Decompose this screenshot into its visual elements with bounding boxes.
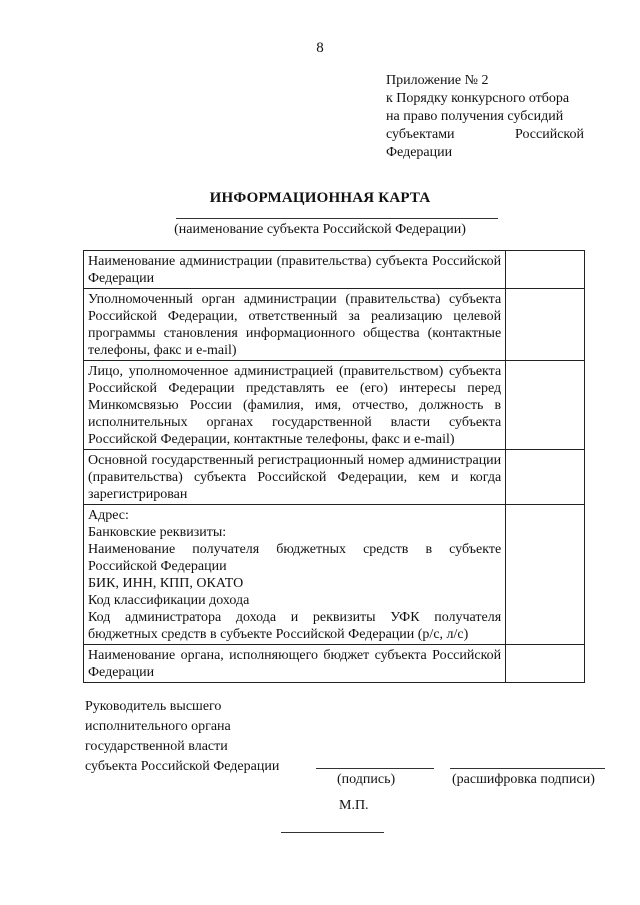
appendix-word: субъектами [386,127,455,142]
info-card-table [83,250,585,683]
row-label: Основной государственный регистрационный номер администрации (правительства) субъекта Российской Федерации, кем и когда зарегистрирован [84,450,506,505]
appendix-header [386,72,584,162]
row-value-cell[interactable] [506,505,585,645]
table-row [84,645,585,683]
row-value-cell[interactable] [506,645,585,683]
appendix-line [386,126,584,144]
signature-decoding-caption: (расшифровка подписи) [452,772,595,787]
row-label: Наименование органа, исполняющего бюджет субъекта Российской Федерации [84,645,506,683]
signature-caption: (подпись) [337,772,396,787]
date-line[interactable] [281,832,384,833]
appendix-line: к Порядку конкурсного отбора [386,91,570,106]
row-value-cell[interactable] [506,251,585,289]
appendix-line: Федерации [386,145,453,160]
table-row [84,505,585,645]
address-label: Адрес: [88,508,129,523]
subject-name-caption: (наименование субъекта Российской Федерации) [174,222,466,237]
appendix-line: на право получения субсидий [386,109,564,124]
signature-line[interactable] [316,768,434,769]
bik-inn-label: БИК, ИНН, КПП, ОКАТО [88,576,244,591]
income-code-label: Код классификации дохода [88,593,250,608]
row-value-cell[interactable] [506,289,585,361]
signatory-line: государственной власти [85,739,228,754]
recipient-name-label: Наименование получателя бюджетных средств в субъекте Российской Федерации [88,542,502,574]
table-row [84,289,585,361]
signatory-line: Руководитель высшего [85,699,222,714]
bank-details-heading: Банковские реквизиты: [88,525,227,540]
table-row [84,361,585,450]
signature-decoding-line[interactable] [450,768,605,769]
signatory-title [85,697,279,777]
row-label: Уполномоченный орган администрации (правительства) субъекта Российской Федерации, ответственный за реализацию целевой программы становления информационного общества (контактные телефоны, факс и e-mail) [84,289,506,361]
row-value-cell[interactable] [506,450,585,505]
page-number: 8 [316,40,324,56]
stamp-place-label: М.П. [339,798,369,813]
bank-details-label [84,505,506,645]
table-row [84,450,585,505]
table-row [84,251,585,289]
subject-name-line[interactable] [176,218,498,219]
row-label: Лицо, уполномоченное администрацией (правительством) субъекта Российской Федерации представлять ее (его) интересы перед Минкомсвязью России (фамилия, имя, отчество, должность в исполнительных органах государственной власти субъекта Российской Федерации, контактные телефоны, факс и e-mail) [84,361,506,450]
row-value-cell[interactable] [506,361,585,450]
row-label: Наименование администрации (правительства) субъекта Российской Федерации [84,251,506,289]
appendix-number: Приложение № 2 [386,73,489,88]
administrator-code-label: Код администратора дохода и реквизиты УФК получателя бюджетных средств в субъекте Российской Федерации (р/с, л/с) [88,610,502,642]
page-title: ИНФОРМАЦИОННАЯ КАРТА [209,190,431,206]
signatory-line: исполнительного органа [85,719,231,734]
appendix-word: Российской [515,127,584,142]
signatory-line: субъекта Российской Федерации [85,759,280,774]
